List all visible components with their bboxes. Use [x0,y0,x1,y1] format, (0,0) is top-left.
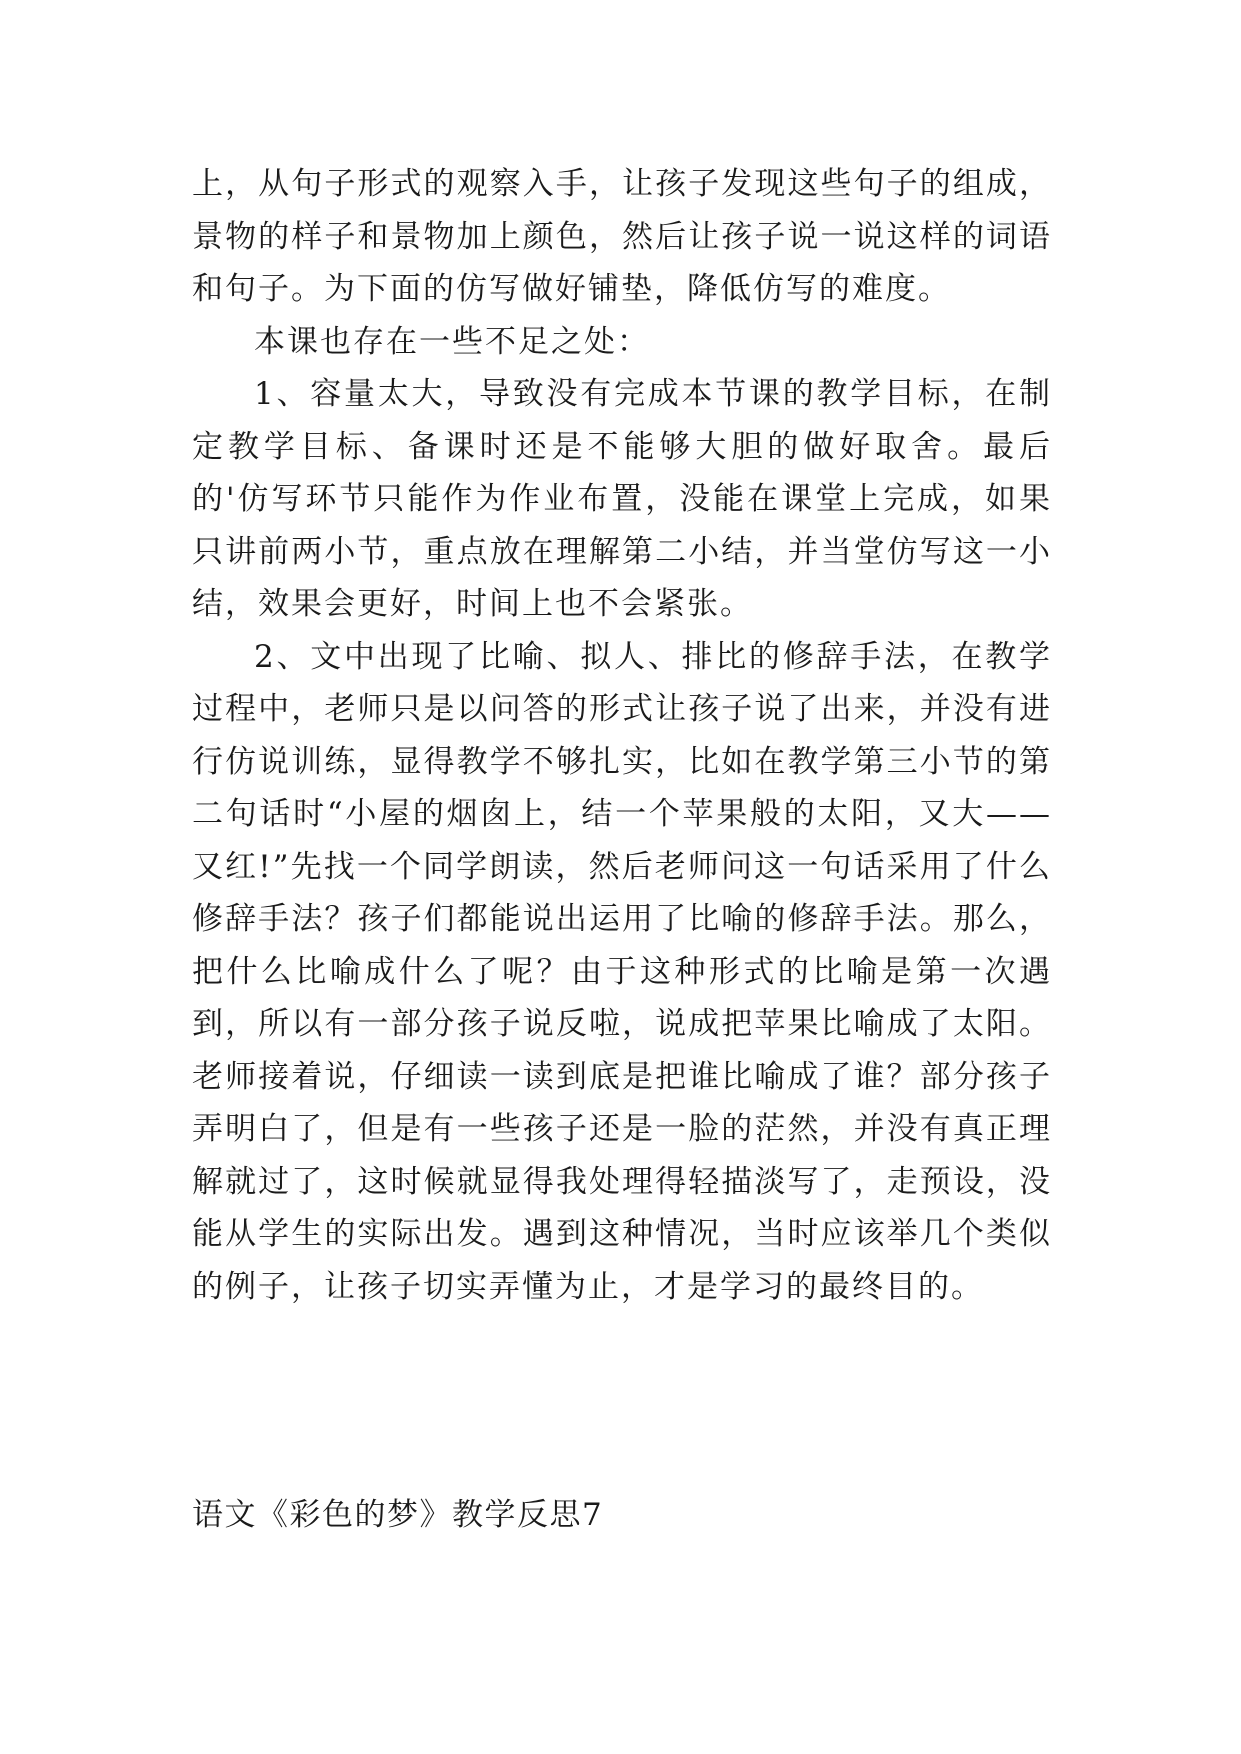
document-body [192,158,1052,1313]
paragraph-intro: 上，从句子形式的观察入手，让孩子发现这些句子的组成，景物的样子和景物加上颜色，然后让孩子说一说这样的词语和句子。为下面的仿写做好铺垫，降低仿写的难度。 [192,166,1052,307]
paragraph-point-1: 1、容量太大，导致没有完成本节课的教学目标，在制定教学目标、备课时还是不能够大胆的做好取舍。最后的'仿写环节只能作为作业布置，没能在课堂上完成，如果只讲前两小节，重点放在理解第二小结，并当堂仿写这一小结，效果会更好，时间上也不会紧张。 [192,376,1052,622]
section-heading: 语文《彩色的梦》教学反思7 [192,1497,604,1533]
paragraph-point-2: 2、文中出现了比喻、拟人、排比的修辞手法，在教学过程中，老师只是以问答的形式让孩子说了出来，并没有进行仿说训练，显得教学不够扎实，比如在教学第三小节的第二句话时“小屋的烟囱上，结一个苹果般的太阳，又大——又红!”先找一个同学朗读，然后老师问这一句话采用了什么修辞手法？孩子们都能说出运用了比喻的修辞手法。那么，把什么比喻成什么了呢？由于这种形式的比喻是第一次遇到，所以有一部分孩子说反啦，说成把苹果比喻成了太阳。老师接着说，仔细读一读到底是把谁比喻成了谁？部分孩子弄明白了，但是有一些孩子还是一脸的茫然，并没有真正理解就过了，这时候就显得我处理得轻描淡写了，走预设，没能从学生的实际出发。遇到这种情况，当时应该举几个类似的例子，让孩子切实弄懂为止，才是学习的最终目的。 [192,638,1052,1305]
paragraph-shortcomings-intro: 本课也存在一些不足之处： [254,323,650,360]
